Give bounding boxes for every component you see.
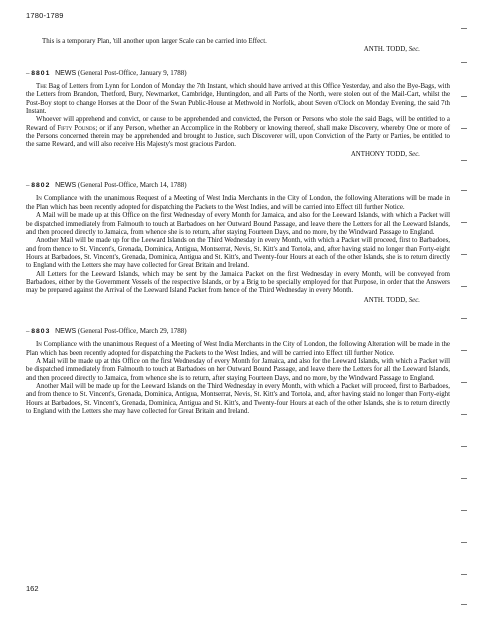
margin-tick <box>461 222 467 223</box>
reward-amount: Fifty Pounds <box>57 124 96 132</box>
signature-name: ANTH. TODD, <box>363 46 407 54</box>
running-head: 1780-1789 <box>26 11 64 20</box>
margin-tick <box>461 128 467 129</box>
entry-source: (General Post-Office, January 9, 1788) <box>77 68 187 77</box>
entry-signature <box>26 297 450 305</box>
page-number: 162 <box>26 584 39 593</box>
entry-source: (General Post-Office, March 14, 1788) <box>77 181 187 190</box>
entry-8802 <box>26 181 450 305</box>
entry-paragraph: A Mail will be made up at this Office on the first Wednesday of every Month for Jamaica, and also for the Leeward Islands, with which a Packet will be dispatched immediately from Falmouth to touch at Barbadoes on her Outward Bound Passage, and leave there the Letters for all the Leeward Islands, and then proceed directly to Jamaica, from whence she is to return, after staying Fourteen Days, and no more, by the Windward Passage to England. <box>26 212 450 236</box>
entry-heading: – 8802 NEWS (General Post-Office, March 14, 1788) <box>26 181 187 190</box>
margin-tick <box>461 190 467 191</box>
paragraph-text: Compliance with the unanimous Request of a Meeting of West India Merchants in the City of London, the following Alterations will be made in the Plan which has been recently adopted for dispatching the Packets to the West Indies, and will be carried into Effect till further Notice. <box>26 195 450 211</box>
signature-role: Sec. <box>408 46 420 54</box>
entry-number: 8801 <box>31 69 51 77</box>
signature-name: ANTH. TODD, <box>363 296 407 304</box>
margin-tick <box>461 28 467 29</box>
signature-name: ANTHONY TODD, <box>350 150 407 158</box>
entry-8803 <box>26 327 450 416</box>
entry-paragraph: Another Mail will be made up for the Leeward Islands on the Third Wednesday in every Month, with which a Packet will proceed, first to Barbadoes, and from thence to St. Vincent's, Grenada, Dominica, Antigua, Montserrat, Nevis, St. Kitt's and Tortola, and, after having staid no longer than Forty-eight Hours at Barbadoes, St. Vincent's, Grenada, Dominica, Antigua and St. Kitt's, and Twenty-four Hours at each of the other Islands, she is to return directly to England with the Letters she may have collected for Great Britain and Ireland. <box>26 237 450 270</box>
margin-tick <box>461 542 467 543</box>
entry-8801 <box>26 69 450 159</box>
paragraph-text: Whoever will apprehend and convict, or cause to be apprehended and convicted, the Person or Persons who stole the said Bags, will be entitled to a Reward of <box>26 116 450 132</box>
margin-tick <box>461 96 467 97</box>
margin-tick <box>461 604 467 605</box>
margin-tick <box>461 382 467 383</box>
paragraph-text: ; or if any Person, whether an Accomplice in the Robbery or knowing thereof, shall make Discovery, whereby One or more of the Persons concerned therein may be apprehended and brought to Justice, such Discoverer will, upon Conviction of the Party or Parties, be entitled to the same Reward, and will also receive His Majesty's most gracious Pardon. <box>26 124 451 149</box>
entry-keyword: NEWS <box>55 182 77 190</box>
page-body <box>26 38 450 416</box>
margin-tick <box>461 446 467 447</box>
intro-text: This is a temporary Plan, 'till another upon larger Scale can be carried into Effect. <box>42 38 267 45</box>
margin-tick <box>461 62 467 63</box>
entry-paragraph <box>26 341 450 358</box>
signature-role: Sec. <box>408 296 420 304</box>
entry-heading: – 8803 NEWS (General Post-Office, March 29, 1788) <box>26 326 187 335</box>
intro-signature <box>26 46 450 54</box>
entry-number: 8803 <box>31 327 51 335</box>
entry-paragraph <box>26 195 450 212</box>
paragraph-text: Bag of Letters from Lynn for London of Monday the 7th Instant, which should have arrived at this Office Yesterday, and also the Bye-Bags, with the Letters from Brandon, Thetford, Bury, Newmarket, Cambridge, Huntingdon, and all Parts of the North, were stolen out of the Mail-Cart, whilst the Post-Boy stopt to change Horses at the Door of the Swan Public-House at Methwold in Norfolk, about Seven o'Clock on Monday Evening, the said 7th Instant. <box>26 83 450 116</box>
margin-tick <box>461 574 467 575</box>
entry-keyword: NEWS <box>55 327 77 335</box>
margin-tick <box>461 318 467 319</box>
entry-source: (General Post-Office, March 29, 1788) <box>77 326 187 335</box>
margin-tick <box>461 414 467 415</box>
entry-signature <box>26 151 450 159</box>
lead-word: In <box>36 341 42 349</box>
margin-tick <box>461 350 467 351</box>
lead-word: The <box>36 83 47 91</box>
entry-paragraph: Another Mail will be made up for the Leeward Islands on the Third Wednesday in every Month, with which a Packet will proceed, first to Barbadoes, and from thence to St. Vincent's, Grenada, Dominica, Antigua, Montserrat, Nevis, St. Kitt's and Tortola, and, after having staid no longer than Forty-eight Hours at Barbadoes, St. Vincent's, Grenada, Dominica, Antigua and St. Kitt's, and Twenty-four Hours at each of the other Islands, she is to return directly to England with the Letters she may have collected for Great Britain and Ireland. <box>26 383 450 416</box>
entry-heading: – 8801 NEWS (General Post-Office, January 9, 1788) <box>26 68 187 77</box>
entry-keyword: NEWS <box>55 69 77 77</box>
paragraph-text: Compliance with the unanimous Request of a Meeting of West India Merchants in the City of London, the following Alteration will be made in the Plan which has been recently adopted for dispatching the Packets to the West Indies, and will be carried into Effect till further Notice. <box>26 341 450 357</box>
margin-tick <box>461 478 467 479</box>
signature-role: Sec. <box>408 150 420 158</box>
margin-tick <box>461 510 467 511</box>
lead-word: In <box>36 195 42 203</box>
entry-paragraph: A Mail will be made up at this Office on the first Wednesday of every Month for Jamaica, and also for the Leeward Islands, with which a Packet will be dispatched immediately from Falmouth to touch at Barbadoes on her Outward Bound Passage, and leave there the Letters for all the Leeward Islands, and then proceed directly to Jamaica, from whence she is to return, after staying Fourteen Days, and no more, by the Windward Passage to England. <box>26 357 450 382</box>
entry-number: 8802 <box>31 182 51 190</box>
margin-tick <box>461 286 467 287</box>
entry-paragraph <box>26 116 450 149</box>
entry-paragraph: All Letters for the Leeward Islands, which may be sent by the Jamaica Packet on the first Wednesday in every Month, will be conveyed from Barbadoes, either by the Government Vessels of the respective Islands, or by a Brig to be specially employed for that Purpose, in order that the Answers may be prepared against the Arrival of the Leeward Island Packet from hence of the Third Wednesday in every Month. <box>26 270 450 295</box>
margin-tick <box>461 160 467 161</box>
margin-tick <box>461 254 467 255</box>
entry-paragraph <box>26 83 450 116</box>
